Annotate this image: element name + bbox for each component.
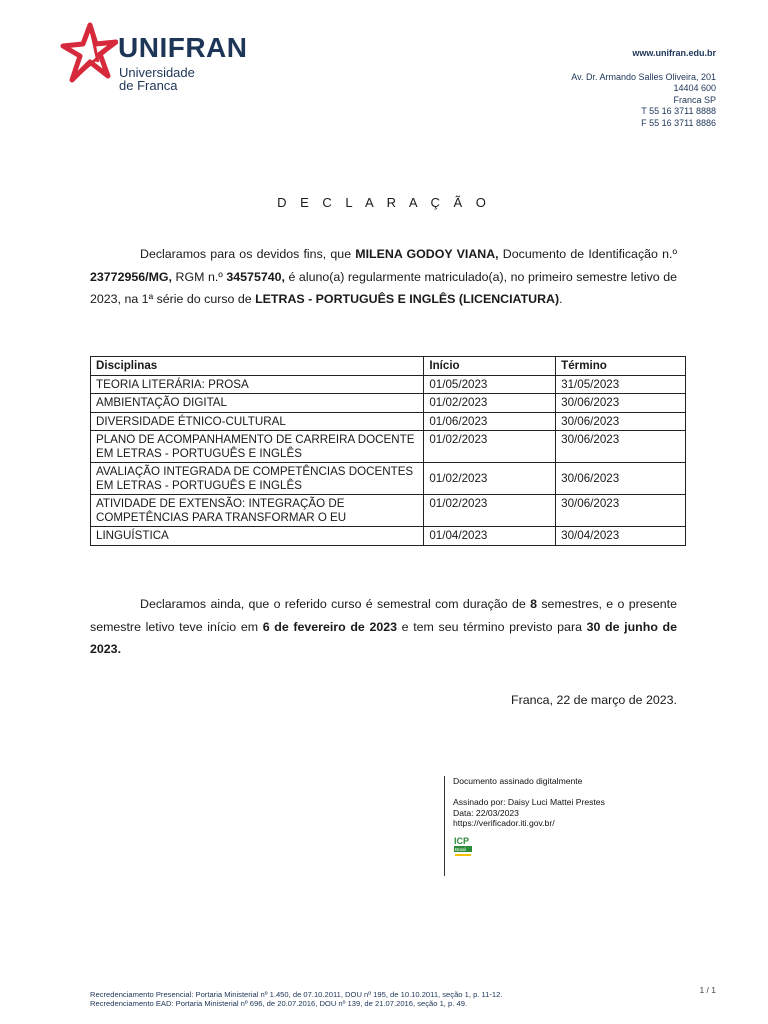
text-segment: Declaramos ainda, que o referido curso é semestral com duração de	[140, 597, 531, 611]
digital-signature-block	[444, 776, 684, 876]
course-name: LETRAS - PORTUGUÊS E INGLÊS (LICENCIATURA)	[255, 292, 560, 306]
contact-block	[571, 48, 716, 130]
star-logo-icon	[60, 22, 118, 84]
signature-title: Documento assinado digitalmente	[453, 776, 583, 786]
place-date: Franca, 22 de março de 2023.	[511, 693, 677, 707]
text-segment: .	[559, 292, 563, 306]
header-termino: Término	[556, 357, 686, 376]
discipline-cell: DIVERSIDADE ÉTNICO-CULTURAL	[91, 412, 424, 431]
discipline-cell: TEORIA LITERÁRIA: PROSA	[91, 375, 424, 394]
website-link[interactable]: www.unifran.edu.br	[632, 48, 716, 58]
discipline-cell: LINGUÍSTICA	[91, 527, 424, 546]
end-date: 30 de junho de 2023.	[90, 619, 677, 656]
discipline-cell: PLANO DE ACOMPANHAMENTO DE CARREIRA DOCENTE EM LETRAS - PORTUGUÊS E INGLÊS	[91, 431, 424, 463]
discipline-cell: AVALIAÇÃO INTEGRADA DE COMPETÊNCIAS DOCENTES EM LETRAS - PORTUGUÊS E INGLÊS	[91, 463, 424, 495]
verifier-link[interactable]: https://verificador.iti.gov.br/	[453, 818, 555, 829]
icp-label: ICP	[454, 836, 470, 847]
table-header-row	[91, 357, 686, 376]
header-disciplinas: Disciplinas	[91, 357, 424, 376]
document-title: D E C L A R A Ç Ã O	[277, 195, 491, 210]
page-number: 1 / 1	[699, 985, 716, 995]
footer-line-ead: Recredenciamento EAD: Portaria Ministerial nº 696, de 20.07.2016, DOU nº 139, de 21.07.2016, seção 1, p. 49.	[90, 999, 468, 1009]
end-date-cell: 30/06/2023	[556, 463, 686, 495]
text-segment: é aluno(a) regularmente matriculado(a), no primeiro semestre letivo de 2023, na 1ª série do curso de	[90, 269, 677, 306]
start-date-cell: 01/06/2023	[424, 412, 556, 431]
footer	[90, 990, 502, 1009]
start-date: 6 de fevereiro de 2023	[262, 619, 398, 634]
icp-brasil-icon	[453, 835, 473, 857]
course-info-paragraph	[90, 593, 677, 661]
header-inicio: Início	[424, 357, 556, 376]
unifran-logo	[60, 22, 250, 93]
end-date-cell: 30/06/2023	[556, 495, 686, 527]
end-date-cell: 30/04/2023	[556, 527, 686, 546]
zip-code: 14404 600	[673, 83, 716, 94]
address-line: Av. Dr. Armando Salles Oliveira, 201	[571, 71, 716, 82]
text-segment: RGM n.º	[171, 269, 227, 284]
table-row	[91, 495, 686, 527]
end-date-cell: 31/05/2023	[556, 375, 686, 394]
text-segment: Declaramos para os devidos fins, que	[140, 247, 356, 261]
table-row	[91, 375, 686, 394]
semester-count: 8	[530, 597, 538, 611]
declaration-paragraph	[90, 243, 677, 311]
end-date-cell: 30/06/2023	[556, 394, 686, 413]
end-date-cell: 30/06/2023	[556, 412, 686, 431]
discipline-cell: AMBIENTAÇÃO DIGITAL	[91, 394, 424, 413]
fax: F 55 16 3711 8886	[641, 117, 716, 128]
table-row	[91, 463, 686, 495]
phone: T 55 16 3711 8888	[641, 106, 716, 117]
start-date-cell: 01/02/2023	[424, 495, 556, 527]
city: Franca SP	[673, 94, 716, 105]
start-date-cell: 01/05/2023	[424, 375, 556, 394]
start-date-cell: 01/02/2023	[424, 431, 556, 463]
logo-subtitle-2: de Franca	[119, 78, 178, 93]
table-row	[91, 431, 686, 463]
id-document: 23772956/MG,	[90, 269, 172, 284]
footer-line-presencial: Recredenciamento Presencial: Portaria Ministerial nº 1.450, de 07.10.2011, DOU nº 195, de 10.10.2011, seção 1, p. 11-12.	[90, 990, 503, 999]
signer: Assinado por: Daisy Luci Mattei Prestes	[453, 796, 605, 807]
text-segment: semestres, e o presente semestre letivo teve início em	[90, 597, 677, 634]
disciplines-table	[90, 356, 686, 546]
icp-sub-label: Brasil	[455, 847, 467, 853]
end-date-cell: 30/06/2023	[556, 431, 686, 463]
start-date-cell: 01/04/2023	[424, 527, 556, 546]
start-date-cell: 01/02/2023	[424, 394, 556, 413]
text-segment: Documento de Identificação n.º	[498, 247, 677, 261]
rgm-number: 34575740,	[226, 269, 285, 284]
discipline-cell: ATIVIDADE DE EXTENSÃO: INTEGRAÇÃO DE COMPETÊNCIAS PARA TRANSFORMAR O EU	[91, 495, 424, 527]
text-segment: e tem seu término previsto para	[397, 619, 587, 634]
table-row	[91, 412, 686, 431]
table-row	[91, 394, 686, 413]
signature-date: Data: 22/03/2023	[453, 807, 519, 818]
logo-name: UNIFRAN	[118, 32, 248, 63]
table-row	[91, 527, 686, 546]
start-date-cell: 01/02/2023	[424, 463, 556, 495]
logo-subtitle-1: Universidade	[119, 65, 195, 80]
student-name: MILENA GODOY VIANA,	[355, 247, 499, 261]
